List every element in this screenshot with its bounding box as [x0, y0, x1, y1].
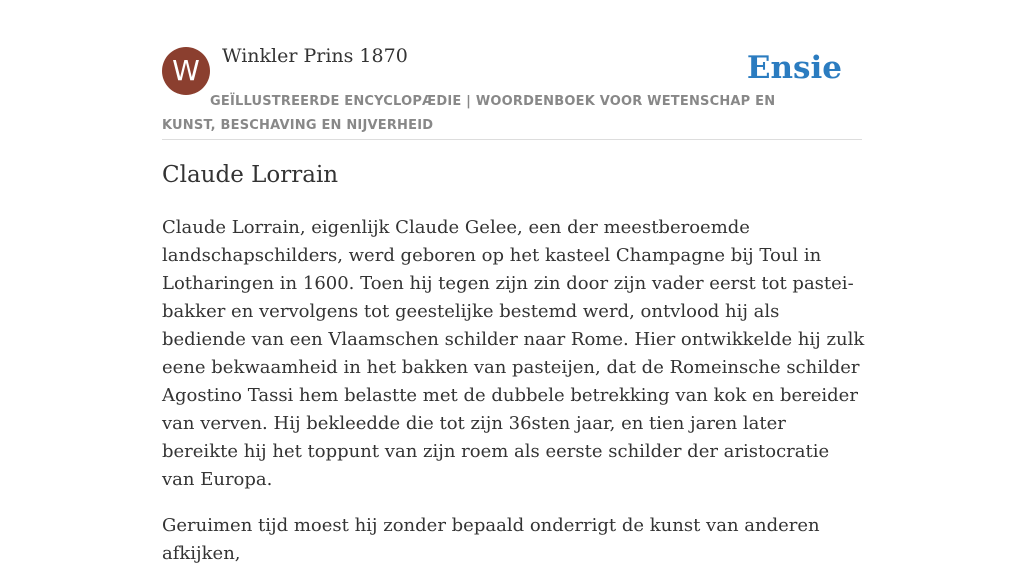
article-headword: Claude Lorrain — [162, 162, 339, 188]
article-paragraph: Claude Lorrain, eigenlijk Claude Gelee, een der meestberoemde landschapschilders, werd geboren op het kasteel Champagne bij Toul in Lotharingen in 1600. Toen hij tegen zijn zin door zijn vader eerst tot pastei-bakker en vervolgens tot geestelijke bestemd werd, ontvlood hij als bediende van een Vlaamschen schilder naar Rome. Hier ontwikkelde hij zulk eene bekwaamheid in het bakken van pasteijen, dat de Romeinsche schilder Agostino Tassi hem belastte met de dubbele betrekking van kok en bereider van verven. Hij bekleedde die tot zijn 36sten jaar, en tien jaren later bereikte hij het toppunt van zijn roem als eerste schilder der aristocratie van Europa. — [162, 217, 865, 490]
source-subtitle: GEÏLLUSTREERDE ENCYCLOPÆDIE | WOORDENBOEK VOOR WETENSCHAP EN KUNST, BESCHAVING EN NIJVERHEID — [162, 94, 776, 133]
article-body — [162, 214, 866, 586]
source-title-link[interactable]: Winkler Prins 1870 — [222, 45, 408, 67]
header-divider — [162, 139, 862, 140]
source-avatar[interactable] — [162, 47, 210, 95]
article-paragraph: Geruimen tijd moest hij zonder bepaald onderrigt de kunst van anderen afkijken, — [162, 515, 820, 564]
avatar-letter: W — [172, 54, 200, 87]
brand-logo-link[interactable]: Ensie — [746, 50, 842, 86]
